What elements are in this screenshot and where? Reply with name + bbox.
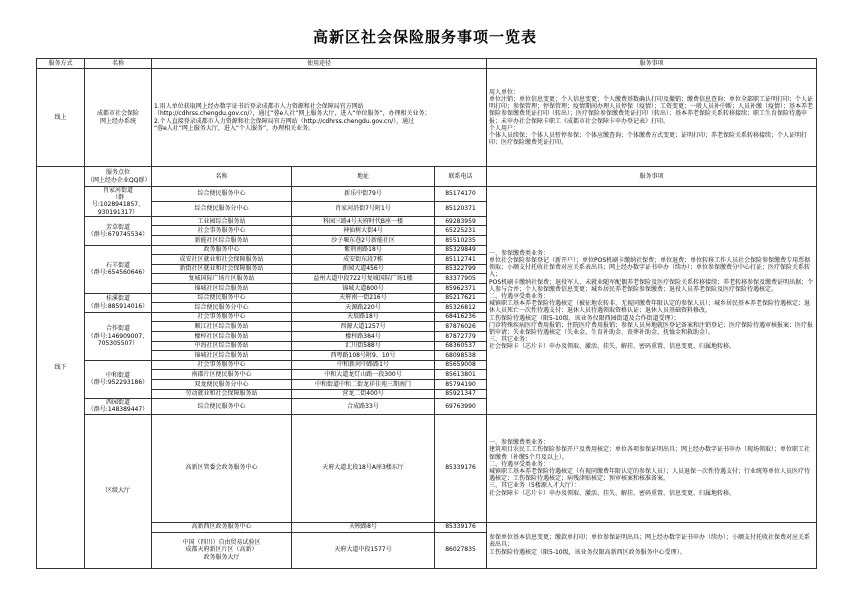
service-site-phone: 86027835 [435, 532, 487, 568]
service-point: 芳草街道 （群号:679745534） [85, 216, 152, 245]
subheader-services: 服务事项 [487, 167, 817, 187]
service-site-name: 新街社区就业和社会保障服务站 [152, 264, 292, 274]
table-row [37, 522, 817, 532]
service-site-name: 中国（四川）自由贸易试验区 成都天府新区片区（高新） 政务服务大厅 [152, 532, 292, 568]
service-site-name: 社会事务服务中心 [152, 360, 292, 370]
service-site-address: 西源大道1257号 [292, 322, 435, 332]
service-site-name: 檬梓社区综合服务站 [152, 331, 292, 341]
service-site-address: 新园大道456号 [292, 264, 435, 274]
page-title: 高新区社会保险服务事项一览表 [312, 28, 537, 46]
service-site-address: 中和大道龙灯山路一段300号 [292, 370, 435, 380]
service-site-address: 天映路8号 [292, 522, 435, 532]
service-site-address: 檬梓路384号 [292, 331, 435, 341]
service-site-phone: 85322799 [435, 264, 487, 274]
service-table [36, 58, 817, 569]
subheader-phone: 联系电话 [435, 167, 487, 187]
service-site-address: 天府大道中段1577号 [292, 532, 435, 568]
service-site-phone: 85329849 [435, 245, 487, 255]
service-site-name: 高新西区政务服务中心 [152, 522, 292, 532]
service-site-name: 成安社区就业和社会保障服务站 [152, 255, 292, 265]
service-point: 中和街道 （群号:952293186） [85, 360, 152, 398]
service-site-address: 神仙树大街4号 [292, 226, 435, 236]
table-header-row [37, 59, 817, 69]
service-site-address: 科园三路4号天府时代B座一楼 [292, 216, 435, 226]
service-site-phone: 85794190 [435, 379, 487, 389]
service-site-address: 西粤路108号附9、10号 [292, 351, 435, 361]
service-site-address: 天辰路18号 [292, 312, 435, 322]
service-site-phone: 69763990 [435, 399, 487, 414]
service-site-address: 营龙二街400号 [292, 389, 435, 399]
subheader-address: 地址 [292, 167, 435, 187]
service-site-name: 工业园综合服务站 [152, 216, 292, 226]
service-site-address: 益州大道中段722号复城国际广场1楼 [292, 274, 435, 284]
service-site-phone: 83377905 [435, 274, 487, 284]
service-site-name: 综合便民服务中心 [152, 399, 292, 414]
service-site-phone: 65225231 [435, 226, 487, 236]
service-site-phone: 69283959 [435, 216, 487, 226]
offline-section [37, 167, 817, 569]
header-channel: 使用途径 [152, 59, 487, 69]
service-site-phone: 87876026 [435, 322, 487, 332]
service-site-phone: 85510235 [435, 236, 487, 246]
service-site-phone: 68416236 [435, 312, 487, 322]
service-site-address: 中和街道中和二街龙祥佳苑三期南门 [292, 379, 435, 389]
table-row [37, 187, 817, 202]
service-site-address: 紫荆南路18号 [292, 245, 435, 255]
service-site-phone: 85613801 [435, 370, 487, 380]
service-site-name: 南郡片区便民服务中心 [152, 370, 292, 380]
service-site-address: 天府大道北段18号A座3楼东厅 [292, 414, 435, 522]
service-site-name: 综合便民服务中心 [152, 293, 292, 303]
offline-subheader-row [37, 167, 817, 187]
header-name: 名称 [85, 59, 152, 69]
service-site-phone: 85962371 [435, 283, 487, 293]
service-site-address: 合成路33号 [292, 399, 435, 414]
west-hub-services: 参保单位基本信息变更；缴款单打印；单位参保证明出具；网上经办数字证书申办（续办）；小额支付托收社保费对应关系表出具； 工伤保险待遇核定（限5-10级，该业务仅限高新西区政务服务中心受理）。 [487, 522, 817, 568]
table-row [37, 414, 817, 522]
service-site-name: 锦城社区综合服务站 [152, 283, 292, 293]
subheader-name: 名称 [152, 167, 292, 187]
service-site-address: 中和新河中路路1号 [292, 360, 435, 370]
subheader-point: 服务点位 （网上经办企业QQ群） [85, 167, 152, 187]
service-site-phone: 85174170 [435, 187, 487, 202]
online-channel: 1.用人单位获取网上经办数字证书后登录成都市人力资源和社会保障局官方网站 （http://cdhrss.chengdu.gov.cn/），通过“蓉e人社”网上服务大厅，进入“单位服务”，办理相关业务； 2.个人直接登录成都市人力资源和社会保障局官方网站（http://cdhrss.chengdu.gov.cn/），通过 “蓉e人社”网上服务大厅，进入“个人服务”，办理相关业务。 [152, 69, 487, 167]
online-services: 用人单位： 单位注销；单位信息变更；个人信息变更；个人缴费基数确认打印及撤销；缴费信息查询；单位全部职工证明打印；个人证明打印；参保管理；停保管理；疫情期间办理人员停保（疫情）；工资变更；一般人员补中断；人员补缴（疫情）；基本养老保险参保缴费凭证打印（转出）；医疗保险参保缴费凭证打印（转出）；基本养老保险关系转移接续；职工生育保险待遇申报；未申办社会保障卡职工《成都市社会保障卡申办登记表》打印。 个人用户： 个体人员续保；个体人员暂停参保；个体应缴查询；个体缴费方式变更；证明打印；养老保险关系转移接续；个人证明打印；医疗保险缴费凭证打印。 [487, 69, 817, 167]
service-site-name: 高新区管委会政务服务中心 [152, 414, 292, 522]
service-site-name: 综合便民服务分中心 [152, 201, 292, 216]
service-site-phone: 85112741 [435, 255, 487, 265]
service-site-name: 复城国际广场片区服务站 [152, 274, 292, 284]
service-site-address: 天源路220号 [292, 303, 435, 313]
service-site-address: 沙子堰东巷2号新能社区 [292, 236, 435, 246]
service-site-name: 社会事务服务中心 [152, 312, 292, 322]
service-site-name: 双龙便民服务分中心 [152, 379, 292, 389]
service-site-name: 综合便民服务分中心 [152, 303, 292, 313]
service-site-address: 肖家河沿街7号附1号 [292, 201, 435, 216]
online-mode: 线上 [37, 69, 85, 167]
service-site-address: 新乐中街79号 [292, 187, 435, 202]
service-point: 石羊街道 （群号:654560646） [85, 245, 152, 293]
service-site-phone: 85120371 [435, 201, 487, 216]
online-row [37, 69, 817, 167]
service-point: 合作街道 （群号:146909007、705305507） [85, 312, 152, 360]
service-site-address: 汇川街588号 [292, 341, 435, 351]
service-site-name: 综合便民服务中心 [152, 187, 292, 202]
service-point: 肖家河街道 （群号:1028941857、930191317） [85, 187, 152, 217]
online-name: 成都市社会保险 网上经办系统 [85, 69, 152, 167]
hub-services: 一、参保缴费类业务： 建筑项目农民工工伤保险参保开户及费用核定；单位各项参保证明出具；网上经办数字证书申办（现场领取）；单位职工社保缴费（补缴5个月及以上）。 二、待遇享受类业务： 城镇职工基本养老保险待遇核定（有视同缴费年限认定的参保人员）；人员退保一次性待遇支付；行业统筹单位人员医疗待遇核定；工伤保险待遇核定；病残津贴核定；预审核案和核准备案。 三、其它业务（5楼源人才大厅）： 社会保障卡（芯片卡）申办及领取、激活、挂失、解挂、密码重置、信息变更、归属地转移。 [487, 414, 817, 522]
service-site-phone: 87872779 [435, 331, 487, 341]
service-site-name: 劳动就业和社会保障服务站 [152, 389, 292, 399]
service-site-address: 天府南一街216号 [292, 293, 435, 303]
service-site-phone: 68098538 [435, 351, 487, 361]
offline-mode: 线下 [37, 167, 85, 569]
service-site-phone: 68360537 [435, 341, 487, 351]
service-site-phone: 85659008 [435, 360, 487, 370]
service-site-phone: 85339176 [435, 414, 487, 522]
street-services: 一、参保缴费类业务： 单位社会保险参保登记（新开户）；单位POS机刷卡缴纳社保费；单位退费；单位转移工作人员社会保险参保缴费专用票据领取；小额支付托收社保费对应关系表出具；网上经办数字证书申办（续办）；单位参保缴费分中心打证；医疗保险关系转入； POS机刷卡缴纳社保费；退役军人、未就业随军配偶养老保险及医疗保险关系转移接续；养老转移参保及缴费证明出据；个人参与合并；个人参保缴费信息变更；城乡居民养老保险参保缴费；退役人员养老保险及医疗保险待遇核定。 二、待遇享受类业务： 城镇职工基本养老保险待遇核定（被征地农转非、无视同缴费年限认定的参保人员）；城乡居民基本养老保险待遇核定；退休人员死亡一次性待遇支付；退休人员待遇领取资格认证；退休人员基础资料修改。 工伤保险待遇核定（限5-10级、该业务仅限西园街道及合作街道受理）； 门诊特殊疾病医疗费用报销；住院医疗费用报销；参保人员异地就医登记备案和注销登记；医疗保险待遇审核报案；医疗报销申请；失业保险待遇核定（失业金、生育补助金、丧葬补助金、抚恤金和救助金）。 三、其它业务： 社会保障卡（芯片卡）申办及领取、激活、挂失、解挂、密码重置、信息变更、归属地转移。 [487, 187, 817, 415]
service-point: 桂溪街道 （群号:885914016） [85, 293, 152, 312]
service-site-name: 顺江社区综合服务站 [152, 322, 292, 332]
service-site-phone: 85339176 [435, 522, 487, 532]
header-mode: 服务方式 [37, 59, 85, 69]
service-site-phone: 85921347 [435, 389, 487, 399]
service-site-phone: 85326812 [435, 303, 487, 313]
service-site-name: 社会事务服务中心 [152, 226, 292, 236]
service-site-name: 政务服务中心 [152, 245, 292, 255]
service-site-phone: 85217621 [435, 293, 487, 303]
service-point: 西园街道 （群号:148389447） [85, 399, 152, 414]
service-site-name: 中海社区综合服务站 [152, 341, 292, 351]
service-site-name: 锦城社区综合服务站 [152, 351, 292, 361]
service-point: 区级大厅 [85, 414, 152, 568]
header-services: 服务事项 [487, 59, 817, 69]
service-site-address: 锦城大道800号 [292, 283, 435, 293]
service-site-name: 新能社区综合服务站 [152, 236, 292, 246]
service-site-address: 成安街东段7栋 [292, 255, 435, 265]
